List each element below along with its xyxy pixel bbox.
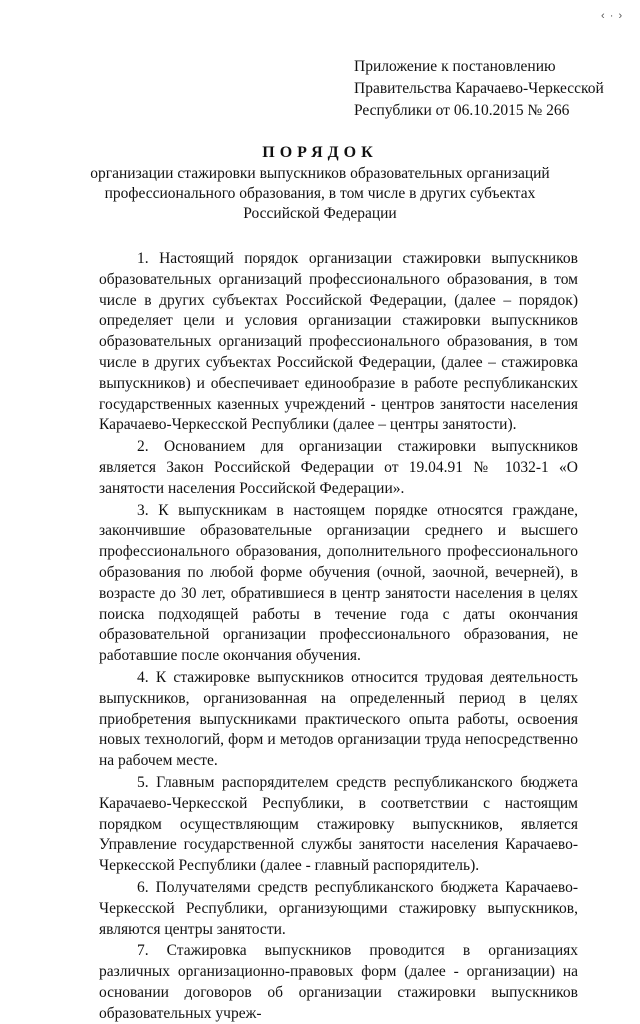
document-subtitle xyxy=(90,164,550,224)
approval-stamp xyxy=(354,56,604,122)
subtitle-line-2: профессионального образования, в том числе в других субъектах xyxy=(104,185,536,202)
subtitle-line-3: Российской Федерации xyxy=(243,205,397,222)
approval-line-2: Правительства Карачаево-Черкесской xyxy=(354,80,604,97)
corner-scan-mark: ‹ · › xyxy=(601,10,624,22)
approval-line-3: Республики от 06.10.2015 № 266 xyxy=(354,102,570,119)
paragraph-4: 4. К стажировке выпускников относится трудовая деятельность выпускников, организованная на определенный период в целях приобретения выпускниками практического опыта работы, освоения новых технологий, форм и методов организации труда непосредственно на рабочем месте. xyxy=(99,668,578,770)
document-title: ПОРЯДОК xyxy=(262,144,378,161)
paragraph-2: 2. Основанием для организации стажировки выпускников является Закон Российской Федерации от 19.04.91 № 1032-1 «О занятости населения Российской Федерации». xyxy=(99,438,578,497)
paragraph-5: 5. Главным распорядителем средств республиканского бюджета Карачаево-Черкесской Республики, в соответствии с настоящим порядком осуществляющим стажировку выпускников, является Управление государственной службы занятости населения Карачаево-Черкесской Республики (далее - главный распорядитель). xyxy=(99,773,578,875)
paragraph-7: 7. Стажировка выпускников проводится в организациях различных организационно-правовых форм (далее - организации) на основании договоров об организации стажировки выпускников образовательных учреж- xyxy=(99,942,578,1022)
paragraph-3: 3. К выпускникам в настоящем порядке относятся граждане, закончившие образовательные организации среднего и высшего профессионального образования, дополнительного профессионального образования по любой форме обучения (очной, заочной, вечерней), в возрасте до 30 лет, обратившиеся в центр занятости населения в целях поиска подходящей работы в течение года с даты окончания образовательной организации профессионального образования, не работавшие после окончания обучения. xyxy=(99,501,578,665)
document-body xyxy=(99,249,578,1024)
approval-line-1: Приложение к постановлению xyxy=(354,58,556,75)
paragraph-1: 1. Настоящий порядок организации стажировки выпускников образовательных организаций профессионального образования, в том числе в других субъектах Российской Федерации, (далее – порядок) определяет цели и условия организации стажировки выпускников образовательных организаций профессионального образования, в том числе в других субъектах Российской Федерации, (далее – стажировка выпускников) и обеспечивает единообразие в работе республиканских государственных казенных учреждений - центров занятости населения Карачаево-Черкесской Республики (далее – центры занятости). xyxy=(99,250,578,434)
paragraph-6: 6. Получателями средств республиканского бюджета Карачаево-Черкесской Республики, организующими стажировку выпускников, являются центры занятости. xyxy=(99,878,578,938)
subtitle-line-1: организации стажировки выпускников образовательных организаций xyxy=(90,165,550,182)
